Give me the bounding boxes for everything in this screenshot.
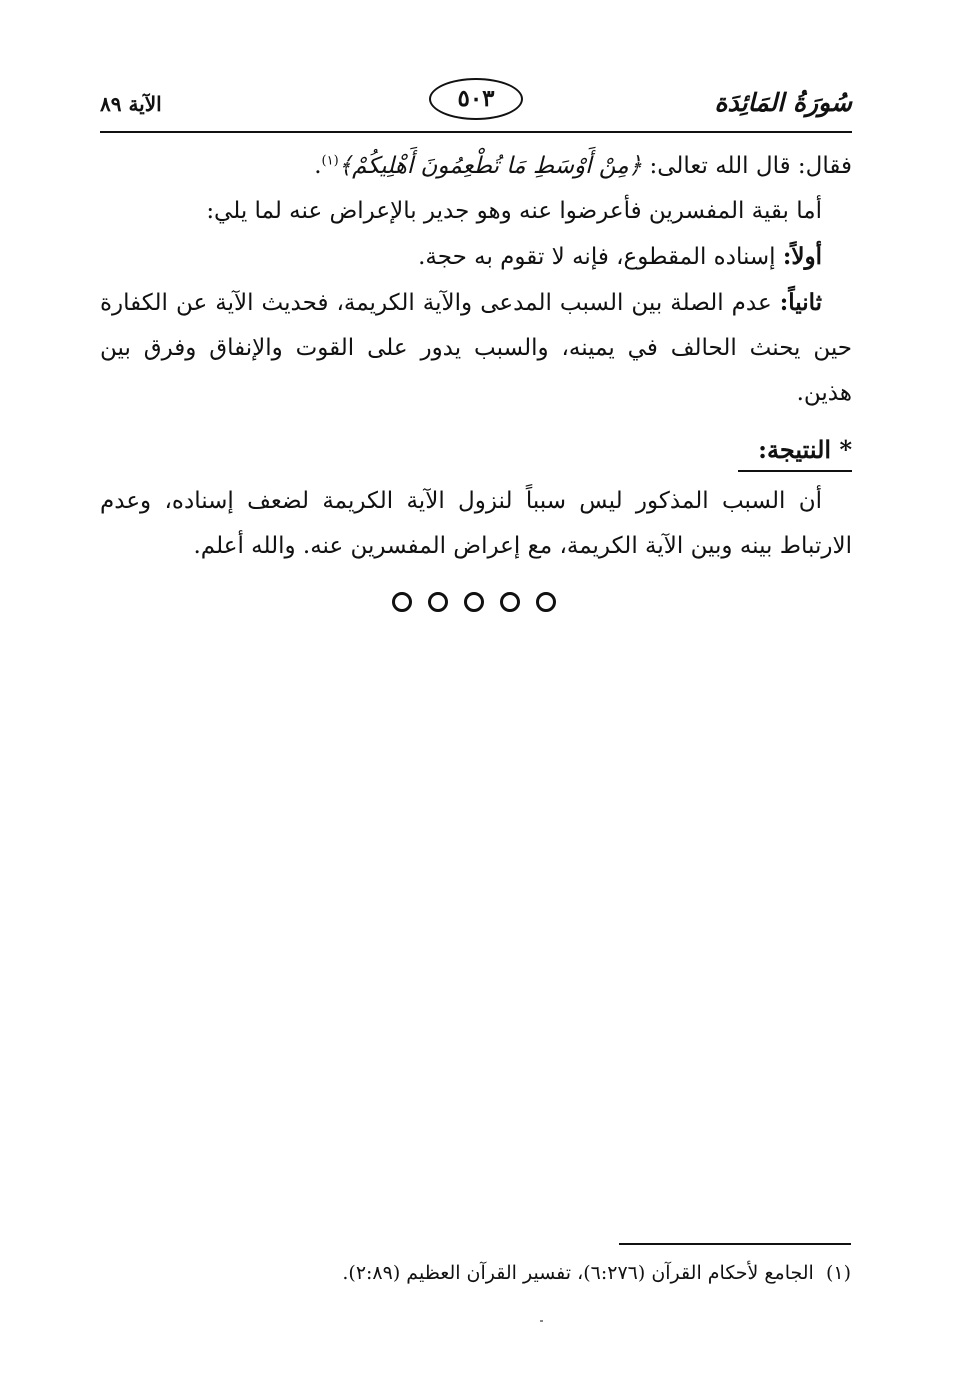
footnote-marker[interactable]: (١) — [321, 153, 339, 169]
result-section — [100, 479, 852, 569]
ornament-circle — [392, 592, 412, 612]
section-end-ornament — [392, 592, 562, 616]
footnote-divider — [619, 1243, 851, 1245]
ornament-circle — [500, 592, 520, 612]
paragraph-second-reason: ثانياً: عدم الصلة بين السبب المدعى والآية الكريمة، فحديث الآية عن الكفارة حين يحنث الحالف في يمينه، والسبب يدور على القوت والإنفاق وفرق بين هذين. — [100, 289, 852, 406]
result-heading: * النتيجة: — [758, 435, 852, 464]
paragraph-intro: أما بقية المفسرين فأعرضوا عنه وهو جدير بالإعراض عنه لما يلي: — [206, 198, 822, 224]
main-text — [100, 144, 852, 416]
ayah-reference: الآية ٨٩ — [100, 92, 162, 116]
first-label: أولاً: — [782, 243, 822, 270]
footnote-number: (١) — [825, 1262, 851, 1284]
page-number: ٥٠٣ — [429, 78, 523, 120]
header-divider — [100, 131, 852, 133]
surah-title: سُورَةُ المَائِدَة — [714, 88, 852, 117]
ornament-circle — [428, 592, 448, 612]
quran-quote: ﴿مِنْ أَوْسَطِ مَا تُطْعِمُونَ أَهْلِيكُمْ﴾ — [338, 153, 643, 179]
footnote-text: الجامع لأحكام القرآن (٦:٢٧٦)، تفسير القرآن العظيم (٢:٨٩). — [342, 1262, 814, 1284]
ornament-circle — [536, 592, 556, 612]
scan-speck — [540, 1320, 543, 1322]
result-paragraph: أن السبب المذكور ليس سبباً لنزول الآية الكريمة لضعف إسناده، وعدم الارتباط بينه وبين الآية الكريمة، مع إعراض المفسرين عنه. والله أعلم. — [100, 488, 852, 559]
footnote — [120, 1258, 851, 1288]
result-underline — [738, 470, 852, 472]
paragraph-first-reason: أولاً: إسناده المقطوع، فإنه لا تقوم به حجة. — [418, 243, 822, 270]
paragraph-quote: فقال: قال الله تعالى: ﴿مِنْ أَوْسَطِ مَا تُطْعِمُونَ أَهْلِيكُمْ﴾$^{(١)}$. — [314, 153, 852, 179]
second-label: ثانياً: — [779, 289, 822, 316]
ornament-circle — [464, 592, 484, 612]
page-header — [100, 78, 852, 128]
